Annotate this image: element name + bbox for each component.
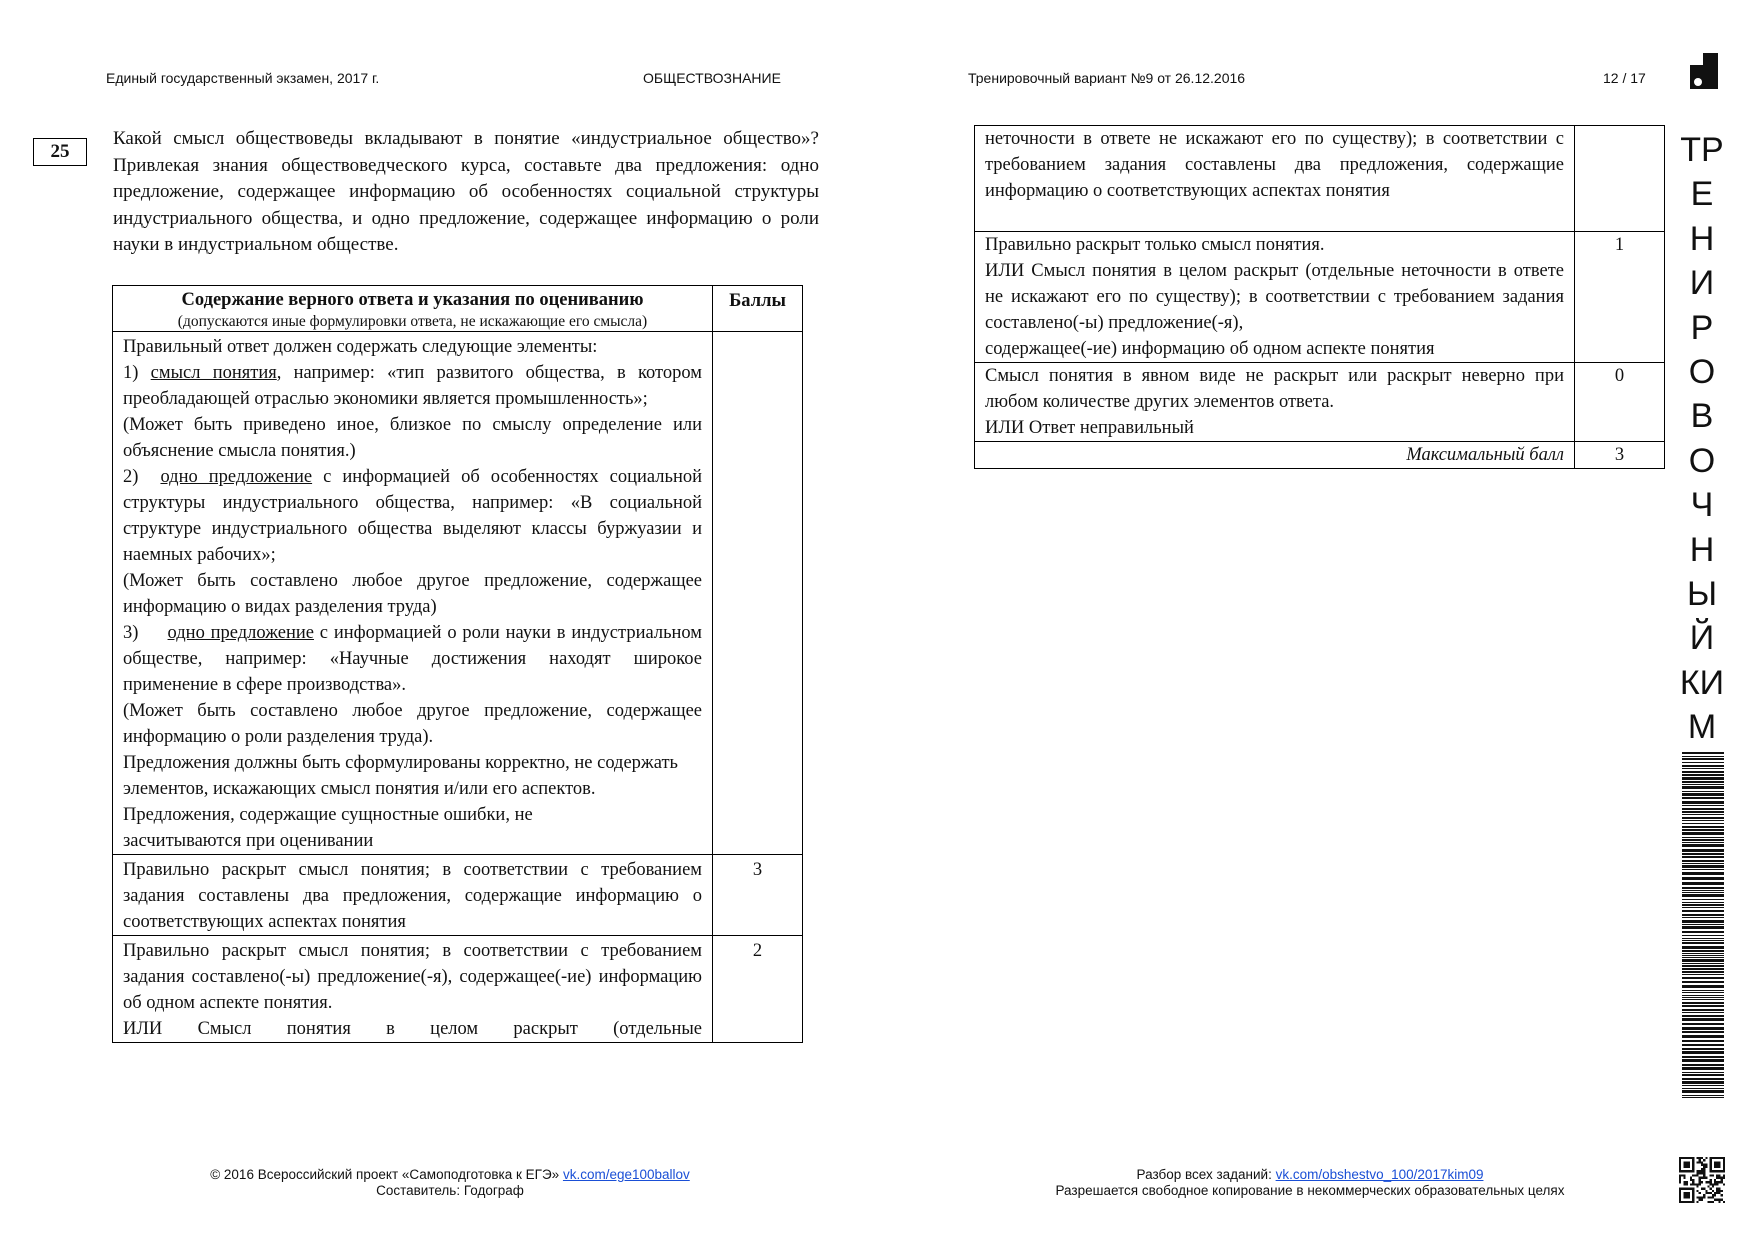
sidebar-vertical-label	[1673, 128, 1731, 750]
criterion-1-text-c: содержащее(-ие) информацию об одном аспекте понятия	[985, 339, 1435, 359]
criterion-1-text-a: Правильно раскрыт только смысл понятия.	[985, 235, 1325, 255]
max-score-label: Максимальный балл	[975, 442, 1575, 469]
scoring-table	[112, 285, 803, 1043]
sidebar-letter: И	[1689, 264, 1715, 303]
qr-code-icon	[1679, 1157, 1725, 1203]
table-row	[975, 363, 1665, 442]
footer-project-text: © 2016 Всероссийский проект «Самоподготовка к ЕГЭ»	[210, 1167, 563, 1182]
sidebar-letter: О	[1688, 441, 1716, 480]
answer-points-empty	[713, 332, 803, 855]
criterion-0-text-b: ИЛИ Ответ неправильный	[985, 418, 1194, 438]
sidebar-letter: Ч	[1690, 486, 1714, 525]
header-subject: ОБЩЕСТВОЗНАНИЕ	[643, 70, 781, 86]
answer-requirement-1: Предложения должны быть сформулированы корректно, не содержать элементов, искажающих смысл понятия и/или его аспектов.	[123, 753, 678, 799]
criterion-3-text: Правильно раскрыт смысл понятия; в соответствии с требованием задания составлены два предложения, содержащие информацию о соответствующих аспектах понятия	[113, 855, 713, 936]
barcode-icon	[1682, 752, 1724, 1100]
header-variant: Тренировочный вариант №9 от 26.12.2016	[968, 70, 1246, 86]
answer-intro: Правильный ответ должен содержать следующие элементы:	[123, 337, 598, 357]
table-header-row	[113, 286, 803, 332]
table-row	[975, 126, 1665, 232]
answer-item-3	[123, 620, 702, 698]
item-text: , например: «тип развитого общества, в котором преобладающей отраслью экономики является промышленность»;	[123, 363, 702, 409]
item-number: 3)	[123, 623, 139, 643]
sidebar-letter: Й	[1689, 619, 1715, 658]
answer-item-3-note: (Может быть составлено любое другое предложение, содержащее информацию о роли разделения труда).	[123, 701, 702, 747]
table-header-note: (допускаются иные формулировки ответа, не искажающие его смысла)	[177, 313, 648, 330]
criterion-2-text	[113, 936, 713, 1043]
criterion-2-text-b: ИЛИ Смысл понятия в целом раскрыт (отдельные	[123, 1019, 702, 1039]
table-row	[975, 232, 1665, 363]
answer-item-1	[123, 360, 702, 412]
footer-analysis-text: Разбор всех заданий:	[1136, 1167, 1276, 1182]
item-key: одно предложение	[160, 467, 313, 487]
question-number: 25	[33, 138, 87, 166]
criterion-2-points: 2	[713, 936, 803, 1043]
sidebar-letter: В	[1690, 397, 1714, 436]
criterion-1-text	[975, 232, 1575, 363]
footer-author: Составитель: Годограф	[376, 1183, 524, 1198]
sidebar-letter: М	[1687, 708, 1717, 747]
table-row	[113, 855, 803, 936]
item-number: 2)	[123, 467, 139, 487]
footer-right	[1000, 1167, 1620, 1199]
header-page-number: 12 / 17	[1603, 70, 1646, 86]
answer-item-1-note: (Может быть приведено иное, близкое по смыслу определение или объяснение смысла понятия.)	[123, 415, 702, 461]
answer-item-2-note: (Может быть составлено любое другое предложение, содержащее информацию о видах разделения труда)	[123, 571, 702, 617]
answer-requirement-2: Предложения, содержащие сущностные ошибки, не засчитываются при оценивании	[123, 805, 533, 851]
table-row	[113, 332, 803, 855]
item-key: смысл понятия	[150, 363, 277, 383]
item-text: с информацией о роли науки в индустриальном обществе, например: «Научные достижения находят широкое применение в сфере производства».	[123, 623, 703, 695]
sidebar-letter: О	[1688, 353, 1716, 392]
header-exam: Единый государственный экзамен, 2017 г.	[106, 70, 380, 86]
sidebar-letter: ТР	[1680, 131, 1724, 169]
criterion-3-points: 3	[713, 855, 803, 936]
answer-item-2	[123, 464, 702, 568]
sidebar-letter: Н	[1689, 219, 1715, 258]
footer-project-link[interactable]: vk.com/ege100ballov	[562, 1167, 690, 1182]
criterion-0-text-a: Смысл понятия в явном виде не раскрыт или раскрыт неверно при любом количестве других элементов ответа.	[985, 366, 1564, 412]
question-text: Какой смысл обществоведы вкладывают в понятие «индустриальное общество»? Привлекая знания обществоведческого курса, составьте два предложения: одно предложение, содержащее информацию об особенностях социальной структуры индустриального общества, и одно предложение, содержащее информацию о роли науки в индустриальном обществе.	[113, 128, 819, 255]
footer-left	[150, 1167, 750, 1199]
criterion-0-text	[975, 363, 1575, 442]
sidebar-letter: Ы	[1686, 575, 1718, 614]
criterion-2-continued: неточности в ответе не искажают его по существу); в соответствии с требованием задания составлены два предложения, содержащие информацию о соответствующих аспектах понятия	[975, 126, 1575, 232]
sidebar-letter: Н	[1689, 530, 1715, 569]
sidebar-letter: КИ	[1679, 663, 1725, 702]
table-row	[975, 442, 1665, 469]
footer-copy-notice: Разрешается свободное копирование в некоммерческих образовательных целях	[1055, 1183, 1565, 1198]
table-header-points: Баллы	[713, 286, 803, 332]
criterion-0-points: 0	[1575, 363, 1665, 442]
criterion-1-points: 1	[1575, 232, 1665, 363]
answer-content	[113, 332, 713, 855]
criterion-2-text-a: Правильно раскрыт смысл понятия; в соответствии с требованием задания составлено(-ы) предложение(-я), содержащее(-ие) информацию об одном аспекте понятия.	[123, 941, 702, 1013]
item-number: 1)	[123, 363, 139, 383]
table-row	[113, 936, 803, 1043]
table-header-title: Содержание верного ответа и указания по оцениванию	[181, 290, 644, 310]
exam-logo-icon	[1690, 53, 1718, 89]
item-key: одно предложение	[167, 623, 314, 643]
criterion-1-text-b: ИЛИ Смысл понятия в целом раскрыт (отдельные неточности в ответе не искажают его по существу); в соответствии с требованием задания составлено(-ы) предложение(-я),	[985, 261, 1564, 333]
sidebar-letter: Р	[1690, 308, 1714, 347]
max-score-points: 3	[1575, 442, 1665, 469]
footer-analysis-link[interactable]: vk.com/obshestvo_100/2017kim09	[1275, 1167, 1484, 1182]
sidebar-letter: Е	[1690, 175, 1714, 214]
footer-left-line1	[150, 1167, 750, 1183]
criterion-2-continued-points	[1575, 126, 1665, 232]
footer-right-line1	[1000, 1167, 1620, 1183]
item-text: с информацией об особенностях социальной структуры индустриального общества, например: «В социальной структуре индустриального общества выделяют классы буржуазии и наемных рабочих»;	[123, 467, 703, 565]
scoring-table-continued	[974, 125, 1665, 469]
